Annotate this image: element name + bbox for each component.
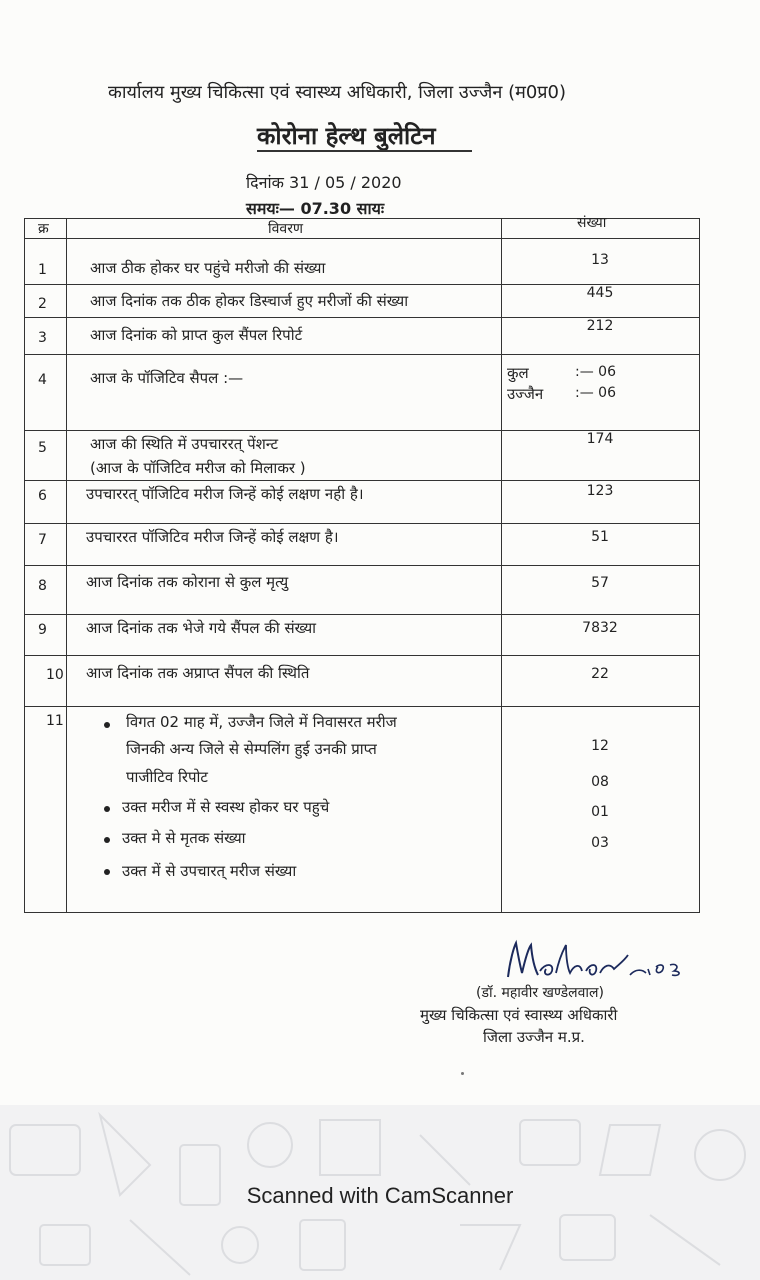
row-divider (24, 655, 700, 656)
row11-value: 03 (591, 835, 609, 851)
row-value: 212 (586, 318, 614, 334)
officer-name: (डॉ. महावीर खण्डेलवाल) (476, 985, 604, 1001)
row-serial: 5 (38, 440, 47, 456)
row-description: आज ठीक होकर घर पहुंचे मरीजो की संख्या (90, 259, 326, 277)
row-serial: 6 (38, 488, 47, 504)
row-description-note: (आज के पॉजिटिव मरीज को मिलाकर ) (90, 459, 306, 477)
row-value: 123 (586, 483, 614, 499)
positive-ujjain-label: उज्जैन (507, 385, 544, 403)
positive-ujjain-value: :— 06 (575, 385, 616, 401)
row-value: 57 (591, 575, 609, 591)
camscanner-footer (0, 1105, 760, 1280)
bullet-dot (104, 837, 110, 843)
row-serial: 11 (46, 713, 64, 729)
row-serial: 3 (38, 330, 47, 346)
row-divider (24, 706, 700, 707)
positive-total-label: कुल (507, 364, 529, 382)
row-serial: 7 (38, 532, 47, 548)
header-count: संख्या (577, 215, 607, 231)
row-description: आज दिनांक तक भेजे गये सैंपल की संख्या (86, 619, 317, 637)
table-border-left (24, 218, 25, 913)
row-value: 7832 (582, 620, 618, 636)
bulletin-time: समयः— 07.30 सायः (246, 199, 385, 218)
signature-mark (430, 935, 690, 990)
camscanner-watermark: Scanned with CamScanner (246, 1183, 514, 1208)
header-description: विवरण (268, 221, 304, 237)
row-description: आज दिनांक को प्राप्त कुल सैंपल रिपोर्ट (90, 326, 303, 344)
scan-speck (461, 1072, 464, 1075)
row-divider (24, 354, 700, 355)
row-divider (24, 565, 700, 566)
row-description: आज दिनांक तक ठीक होकर डिस्चार्ज हुए मरीजों की संख्या (90, 292, 409, 310)
bullet-dot (104, 869, 110, 875)
row-description: आज दिनांक तक अप्राप्त सैंपल की स्थिति (86, 664, 310, 682)
row11-bullet1-line3: पाजीटिव रिपोट (126, 768, 208, 786)
row11-bullet1-line2: जिनकी अन्य जिले से सेम्पलिंग हुई उनकी प्राप्त (126, 740, 377, 758)
row11-bullet1-line1: विगत 02 माह में, उज्जैन जिले में निवासरत मरीज (126, 713, 397, 731)
table-border-bottom (24, 912, 700, 913)
column-divider (66, 218, 67, 913)
bullet-dot (104, 722, 110, 728)
row-serial: 9 (38, 622, 47, 638)
row-serial: 8 (38, 578, 47, 594)
bulletin-title: कोरोना हेल्थ बुलेटिन (257, 122, 436, 150)
row11-bullet4: उक्त में से उपचारत् मरीज संख्या (122, 862, 297, 880)
row11-value: 01 (591, 804, 609, 820)
office-heading: कार्यालय मुख्य चिकित्सा एवं स्वास्थ्य अधिकारी, जिला उज्जैन (म0प्र0) (108, 82, 567, 103)
row-divider (24, 523, 700, 524)
row-serial: 1 (38, 262, 47, 278)
row-description: आज की स्थिति में उपचाररत् पेंशन्ट (90, 435, 279, 453)
row-value: 445 (586, 285, 614, 301)
bullet-dot (104, 806, 110, 812)
bulletin-table (24, 215, 700, 913)
row-description: आज दिनांक तक कोराना से कुल मृत्यु (86, 573, 289, 591)
row-divider (24, 614, 700, 615)
header-serial: क्र (38, 221, 49, 237)
bulletin-date: दिनांक 31 / 05 / 2020 (246, 173, 402, 192)
row-description: उपचाररत् पॉजिटिव मरीज जिन्हें कोई लक्षण नही है। (86, 485, 364, 503)
officer-designation: मुख्य चिकित्सा एवं स्वास्थ्य अधिकारी (420, 1006, 618, 1024)
row11-bullet3: उक्त मे से मृतक संख्या (122, 829, 246, 847)
table-header-divider (24, 238, 700, 239)
table-border-right (699, 218, 700, 913)
row-value: 51 (591, 529, 609, 545)
row-description: आज के पॉजिटिव सैपल :— (90, 369, 244, 387)
row-value: 22 (591, 666, 609, 682)
row11-bullet2: उक्त मरीज में से स्वस्थ होकर घर पहुचे (122, 798, 330, 816)
row11-value: 08 (591, 774, 609, 790)
row-serial: 2 (38, 296, 47, 312)
row-serial: 10 (46, 667, 64, 683)
officer-place: जिला उज्जैन म.प्र. (483, 1028, 585, 1046)
positive-total-value: :— 06 (575, 364, 616, 380)
row-value: 13 (591, 252, 609, 268)
row11-value: 12 (591, 738, 609, 754)
row-description: उपचाररत पॉजिटिव मरीज जिन्हें कोई लक्षण है। (86, 528, 339, 546)
row-divider (24, 480, 700, 481)
row-serial: 4 (38, 372, 47, 388)
title-underline (257, 150, 472, 152)
row-value: 174 (586, 431, 614, 447)
